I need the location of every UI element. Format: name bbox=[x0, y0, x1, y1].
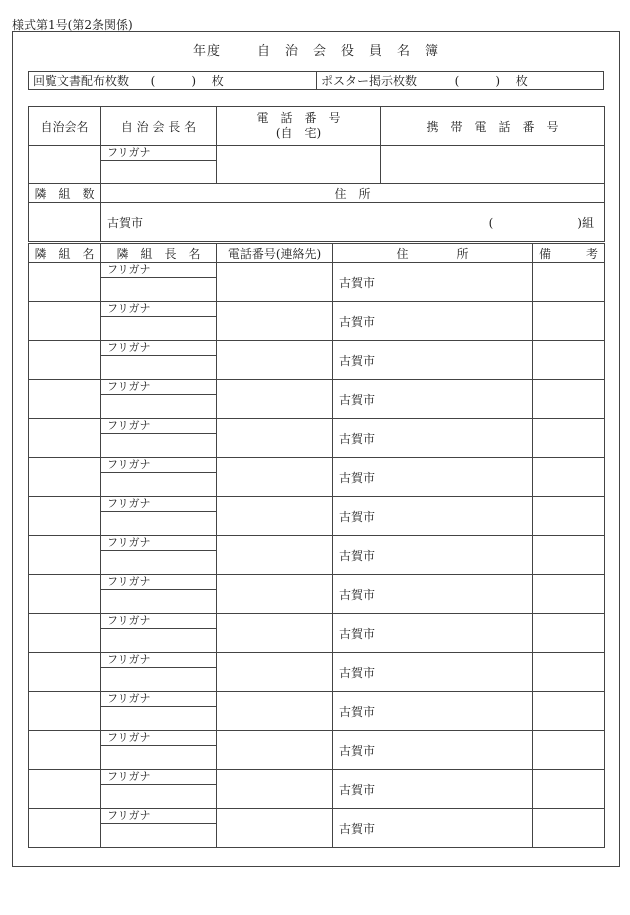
group-address-cell[interactable]: 古賀市 bbox=[333, 302, 533, 341]
group-row bbox=[29, 341, 605, 356]
address-city: 古賀市 bbox=[107, 215, 144, 230]
group-row bbox=[29, 458, 605, 473]
group-address-cell[interactable]: 古賀市 bbox=[333, 809, 533, 848]
contact-phone-cell[interactable] bbox=[217, 692, 333, 731]
group-address-cell[interactable]: 古賀市 bbox=[333, 536, 533, 575]
poster-unit: 枚 bbox=[515, 74, 528, 88]
leader-name-cell[interactable] bbox=[101, 629, 217, 653]
leader-name-cell[interactable] bbox=[101, 512, 217, 536]
leader-name-cell[interactable] bbox=[101, 317, 217, 341]
contact-phone-cell[interactable] bbox=[217, 458, 333, 497]
remarks-label bbox=[533, 245, 604, 262]
remarks-cell[interactable] bbox=[533, 341, 605, 380]
chief-name-cell[interactable] bbox=[101, 161, 217, 184]
title-name: 自 治 会 役 員 名 簿 bbox=[257, 44, 440, 59]
leader-furigana-cell[interactable]: フリガナ bbox=[101, 419, 217, 434]
leader-name-cell[interactable] bbox=[101, 707, 217, 731]
remarks-char-2: 考 bbox=[585, 246, 598, 261]
leader-furigana-cell[interactable]: フリガナ bbox=[101, 575, 217, 590]
mobile-phone-cell[interactable] bbox=[381, 146, 605, 184]
poster-label: ポスター掲示枚数 bbox=[321, 74, 418, 88]
leader-furigana-cell[interactable]: フリガナ bbox=[101, 536, 217, 551]
group-name-cell[interactable] bbox=[29, 770, 101, 809]
address-cell[interactable] bbox=[101, 203, 605, 242]
group-row bbox=[29, 497, 605, 512]
group-address-cell[interactable]: 古賀市 bbox=[333, 341, 533, 380]
group-name-cell[interactable] bbox=[29, 653, 101, 692]
remarks-cell[interactable] bbox=[533, 575, 605, 614]
contact-phone-cell[interactable] bbox=[217, 263, 333, 302]
remarks-cell[interactable] bbox=[533, 770, 605, 809]
group-address-cell[interactable]: 古賀市 bbox=[333, 692, 533, 731]
leader-name-cell[interactable] bbox=[101, 434, 217, 458]
group-name-cell[interactable] bbox=[29, 263, 101, 302]
leader-furigana-cell[interactable]: フリガナ bbox=[101, 458, 217, 473]
leader-furigana-cell[interactable]: フリガナ bbox=[101, 809, 217, 824]
leader-name-cell[interactable] bbox=[101, 278, 217, 302]
poster-paren: ( ) bbox=[454, 74, 501, 88]
circular-label: 回覧文書配布枚数 bbox=[33, 74, 130, 88]
leader-name-cell[interactable] bbox=[101, 824, 217, 848]
circular-paren: ( ) bbox=[150, 74, 197, 88]
title-year: 年度 bbox=[192, 44, 221, 59]
leader-name-cell[interactable] bbox=[101, 590, 217, 614]
group-name-cell[interactable] bbox=[29, 458, 101, 497]
leader-name-cell[interactable] bbox=[101, 785, 217, 809]
leader-name-cell[interactable] bbox=[101, 473, 217, 497]
leader-furigana-cell[interactable]: フリガナ bbox=[101, 653, 217, 668]
leader-furigana-cell[interactable]: フリガナ bbox=[101, 731, 217, 746]
group-row bbox=[29, 536, 605, 551]
header-group-name: 隣 組 名 bbox=[29, 244, 101, 263]
leader-furigana-cell[interactable]: フリガナ bbox=[101, 770, 217, 785]
group-name-cell[interactable] bbox=[29, 419, 101, 458]
group-row bbox=[29, 614, 605, 629]
association-name-cell[interactable] bbox=[29, 146, 101, 184]
contact-phone-cell[interactable] bbox=[217, 380, 333, 419]
header-group-leader: 隣 組 長 名 bbox=[101, 244, 217, 263]
header-contact-phone: 電話番号(連絡先) bbox=[217, 244, 333, 263]
remarks-cell[interactable] bbox=[533, 263, 605, 302]
leader-name-cell[interactable] bbox=[101, 356, 217, 380]
contact-phone-cell[interactable] bbox=[217, 536, 333, 575]
remarks-cell[interactable] bbox=[533, 419, 605, 458]
association-table bbox=[28, 106, 605, 242]
leader-name-cell[interactable] bbox=[101, 395, 217, 419]
header-address: 住 所 bbox=[101, 184, 605, 203]
leader-name-cell[interactable] bbox=[101, 551, 217, 575]
remarks-cell[interactable] bbox=[533, 653, 605, 692]
contact-phone-cell[interactable] bbox=[217, 614, 333, 653]
group-row bbox=[29, 263, 605, 278]
group-address-cell[interactable]: 古賀市 bbox=[333, 614, 533, 653]
remarks-cell[interactable] bbox=[533, 458, 605, 497]
group-count-cell[interactable] bbox=[29, 203, 101, 242]
group-address-cell[interactable]: 古賀市 bbox=[333, 497, 533, 536]
group-name-cell[interactable] bbox=[29, 692, 101, 731]
home-phone-cell[interactable] bbox=[217, 146, 381, 184]
group-row bbox=[29, 692, 605, 707]
contact-phone-cell[interactable] bbox=[217, 497, 333, 536]
poster-count-box[interactable] bbox=[316, 71, 604, 90]
group-row bbox=[29, 731, 605, 746]
contact-phone-cell[interactable] bbox=[217, 770, 333, 809]
contact-phone-cell[interactable] bbox=[217, 809, 333, 848]
remarks-cell[interactable] bbox=[533, 692, 605, 731]
leader-name-cell[interactable] bbox=[101, 746, 217, 770]
leader-name-cell[interactable] bbox=[101, 668, 217, 692]
leader-furigana-cell[interactable]: フリガナ bbox=[101, 302, 217, 317]
header-home-phone-line1: 電 話 番 号 bbox=[256, 111, 341, 125]
header-mobile-phone: 携 帯 電 話 番 号 bbox=[381, 107, 605, 146]
leader-furigana-cell[interactable]: フリガナ bbox=[101, 263, 217, 278]
group-row bbox=[29, 380, 605, 395]
leader-furigana-cell[interactable]: フリガナ bbox=[101, 341, 217, 356]
group-address-cell[interactable]: 古賀市 bbox=[333, 263, 533, 302]
contact-phone-cell[interactable] bbox=[217, 341, 333, 380]
group-name-cell[interactable] bbox=[29, 731, 101, 770]
group-row bbox=[29, 575, 605, 590]
group-row bbox=[29, 419, 605, 434]
group-address-cell[interactable]: 古賀市 bbox=[333, 770, 533, 809]
group-address-cell[interactable]: 古賀市 bbox=[333, 653, 533, 692]
group-row bbox=[29, 653, 605, 668]
header-home-phone bbox=[217, 107, 381, 146]
header-association-name: 自治会名 bbox=[29, 107, 101, 146]
group-address-cell[interactable]: 古賀市 bbox=[333, 419, 533, 458]
remarks-char-1: 備 bbox=[539, 246, 552, 261]
contact-phone-cell[interactable] bbox=[217, 653, 333, 692]
group-row bbox=[29, 809, 605, 824]
form-number: 様式第1号(第2条関係) bbox=[12, 18, 133, 32]
group-name-cell[interactable] bbox=[29, 614, 101, 653]
remarks-cell[interactable] bbox=[533, 731, 605, 770]
leader-furigana-cell[interactable]: フリガナ bbox=[101, 692, 217, 707]
group-address-cell[interactable]: 古賀市 bbox=[333, 731, 533, 770]
remarks-cell[interactable] bbox=[533, 497, 605, 536]
remarks-cell[interactable] bbox=[533, 380, 605, 419]
group-row bbox=[29, 770, 605, 785]
group-name-cell[interactable] bbox=[29, 536, 101, 575]
group-leader-table bbox=[28, 243, 605, 848]
header-chief-name: 自 治 会 長 名 bbox=[101, 107, 217, 146]
group-address-cell[interactable]: 古賀市 bbox=[333, 575, 533, 614]
group-name-cell[interactable] bbox=[29, 341, 101, 380]
leader-furigana-cell[interactable]: フリガナ bbox=[101, 614, 217, 629]
contact-phone-cell[interactable] bbox=[217, 731, 333, 770]
group-name-cell[interactable] bbox=[29, 380, 101, 419]
remarks-cell[interactable] bbox=[533, 302, 605, 341]
remarks-cell[interactable] bbox=[533, 614, 605, 653]
contact-phone-cell[interactable] bbox=[217, 302, 333, 341]
group-address-cell[interactable]: 古賀市 bbox=[333, 380, 533, 419]
contact-phone-cell[interactable] bbox=[217, 575, 333, 614]
header-group-count: 隣 組 数 bbox=[29, 184, 101, 203]
group-name-cell[interactable] bbox=[29, 497, 101, 536]
header-remarks bbox=[533, 244, 605, 263]
remarks-cell[interactable] bbox=[533, 536, 605, 575]
chief-furigana-cell[interactable]: フリガナ bbox=[101, 146, 217, 161]
circular-count-box[interactable] bbox=[28, 71, 317, 90]
form-title bbox=[12, 40, 620, 59]
group-address-cell[interactable]: 古賀市 bbox=[333, 458, 533, 497]
group-row bbox=[29, 302, 605, 317]
leader-furigana-cell[interactable]: フリガナ bbox=[101, 497, 217, 512]
address-group-paren: ( )組 bbox=[488, 215, 594, 230]
leader-furigana-cell[interactable]: フリガナ bbox=[101, 380, 217, 395]
header-group-address: 住 所 bbox=[333, 244, 533, 263]
circular-unit: 枚 bbox=[211, 74, 224, 88]
contact-phone-cell[interactable] bbox=[217, 419, 333, 458]
group-name-cell[interactable] bbox=[29, 302, 101, 341]
group-name-cell[interactable] bbox=[29, 809, 101, 848]
header-home-phone-line2: (自 宅) bbox=[275, 126, 322, 140]
remarks-cell[interactable] bbox=[533, 809, 605, 848]
group-name-cell[interactable] bbox=[29, 575, 101, 614]
